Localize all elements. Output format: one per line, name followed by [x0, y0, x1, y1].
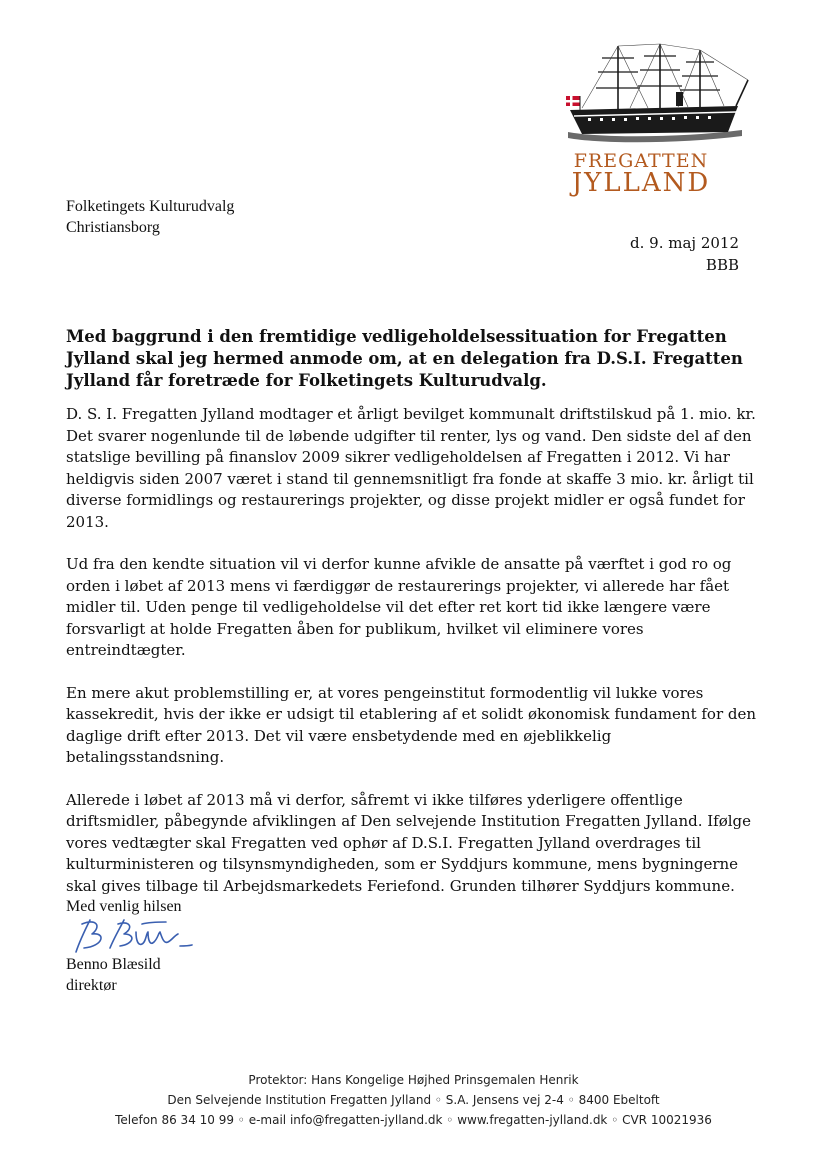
- date-block: [630, 232, 739, 276]
- letter-date: d. 9. maj 2012: [630, 234, 739, 252]
- letter-reference: BBB: [705, 256, 739, 274]
- footer-line-3: Telefon 86 34 10 99 ◦ e-mail info@fregatten-jylland.dk ◦ www.fregatten-jylland.dk ◦ CVR 10021936: [115, 1113, 712, 1127]
- letter-subject: Med baggrund i den fremtidige vedligeholdelsessituation for Fregatten Jylland skal jeg hermed anmode om, at en delegation fra D.S.I. Fregatten Jylland får foretræde for Folketingets Kulturudvalg.: [66, 327, 743, 390]
- letterhead-footer: [0, 1070, 827, 1130]
- body-paragraph-1: D. S. I. Fregatten Jylland modtager et årligt bevilget kommunalt driftstilskud på 1. mio. kr. Det svarer nogenlunde til de løbende udgifter til renter, lys og vand. Den sidste del af den statslige bevilling på finanslov 2009 sikrer vedligeholdelsen af Fregatten i 2012. Vi har heldigvis siden 2007 været i stand til gennemsnitligt fra fonde at skaffe 3 mio. kr. årligt til diverse formidlings og restaurerings projekter, og disse projekt midler er også fundet for 2013.: [66, 405, 756, 531]
- fregatten-jylland-logo: [560, 40, 750, 200]
- body-paragraph-4: Allerede i løbet af 2013 må vi derfor, såfremt vi ikke tilføres yderligere offentlige driftsmidler, påbegynde afviklingen af Den selvejende Institution Fregatten Jylland. Ifølge vores vedtægter skal Fregatten ved ophør af D.S.I. Fregatten Jylland overdrages til kulturministeren og tilsynsmyndigheden, som er Syddjurs kommune, mens bygningerne skal gives tilbage til Arbejdsmarkedets Feriefond. Grunden tilhører Syddjurs kommune.: [66, 790, 752, 895]
- letter-body: [66, 404, 766, 918]
- closing-greeting: Med venlig hilsen: [66, 898, 182, 915]
- body-paragraph-2: Ud fra den kendte situation vil vi derfor kunne afvikle de ansatte på værftet i god ro og orden i løbet af 2013 mens vi færdiggør de restaurerings projekter, vi allerede har fået midler til. Uden penge til vedligeholdelse vil det efter ret kort tid ikke længere være forsvarligt at holde Fregatten åben for publikum, hvilket vil eliminere vores entreindtægter.: [66, 555, 732, 659]
- signer-name: Benno Blæsild: [66, 956, 161, 973]
- recipient-line-1: Folketingets Kulturudvalg: [66, 198, 235, 215]
- recipient-address: [66, 196, 234, 238]
- footer-line-2: Den Selvejende Institution Fregatten Jylland ◦ S.A. Jensens vej 2-4 ◦ 8400 Ebeltoft: [167, 1093, 660, 1107]
- body-paragraph-3: En mere akut problemstilling er, at vores pengeinstitut formodentlig vil lukke vores kassekredit, hvis der ikke er udsigt til etablering af et solidt økonomisk fundament for den daglige drift efter 2013. Det vil være ensbetydende med en øjeblikkelig betalingsstandsning.: [66, 683, 757, 766]
- recipient-line-2: Christiansborg: [66, 219, 160, 236]
- signer-block: [66, 954, 161, 996]
- frigate-ship-icon: [560, 40, 750, 152]
- logo-text-jylland: JYLLAND: [571, 168, 711, 198]
- signer-title: direktør: [66, 977, 117, 994]
- footer-line-1: Protektor: Hans Kongelige Højhed Prinsgemalen Henrik: [248, 1073, 579, 1087]
- logo-text-fregatten: FREGATTEN: [573, 150, 709, 172]
- handwritten-signature: [62, 912, 202, 960]
